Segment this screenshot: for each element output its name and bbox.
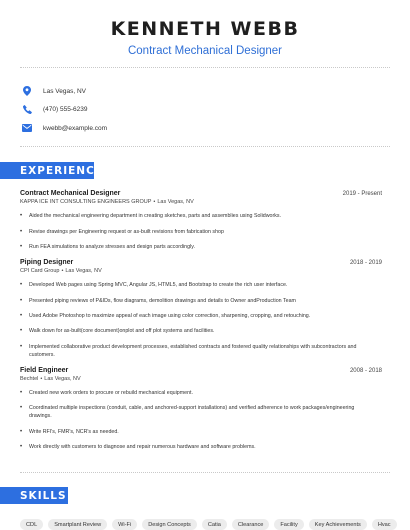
job-bullet: • Developed Web pages using Spring MVC, Angular JS, HTML5, and Bootstrap to create the rich user interface. [20, 282, 288, 288]
section-heading-skills: SKILLS [0, 487, 68, 504]
divider [20, 67, 390, 68]
contact-email [20, 119, 390, 138]
skill-chip: Clearance [232, 519, 270, 530]
section-heading-experience: EXPERIENCE [0, 162, 94, 179]
candidate-title: Contract Mechanical Designer [127, 45, 283, 57]
skill-chip: Smartplant Review [48, 519, 107, 530]
skill-chip: Catia [202, 519, 227, 530]
job-company: CPI Card Group [20, 268, 60, 274]
job-entry: Piping Designer 2018 - 2019 CPI Card Group • Las Vegas, NV [20, 259, 382, 274]
job-bullet: • Implemented collaborative product development processes, established contracts and fostered quality relationships with subcontractors and customers. [20, 344, 357, 358]
job-bullet: • Run FEA simulations to analyze stresses and design parts accordingly. [20, 244, 195, 250]
job-entry: Contract Mechanical Designer 2019 - Present KAPPA ICE INT CONSULTING ENGINEERS GROUP • Las Vegas, NV [20, 190, 382, 205]
job-bullet: • Aided the mechanical engineering department in creating sketches, parts and assemblies using Solidworks. [20, 213, 282, 219]
job-title: Field Engineer [20, 367, 69, 374]
contact-phone [20, 101, 390, 120]
skill-chip: CDL [20, 519, 43, 530]
skills-list [20, 519, 402, 530]
phone-text: (470) 555-6239 [43, 106, 88, 114]
phone-icon [20, 105, 34, 114]
job-location: Las Vegas, NV [65, 268, 102, 274]
job-company: KAPPA ICE INT CONSULTING ENGINEERS GROUP [20, 199, 152, 205]
skill-chip: Design Concepts [142, 519, 197, 530]
job-bullet: • Walk down for as-built(core document)onplot and off plot systems and facilities. [20, 328, 215, 334]
skill-chip: Key Achievements [309, 519, 367, 530]
location-text: Las Vegas, NV [43, 87, 86, 95]
contact-list [20, 82, 390, 138]
job-dates: 2018 - 2019 [349, 260, 382, 266]
skill-chip: Wi-Fi [112, 519, 137, 530]
job-dates: 2019 - Present [342, 191, 382, 197]
job-location: Las Vegas, NV [44, 376, 81, 382]
job-title: Piping Designer [20, 259, 74, 266]
skill-chip: Facility [274, 519, 303, 530]
divider [20, 146, 390, 147]
job-bullet: • Write RFI's, FMR's, NCR's as needed. [20, 429, 119, 435]
job-title: Contract Mechanical Designer [20, 190, 121, 197]
job-bullet: • Presented piping reviews of P&IDs, flow diagrams, demolition drawings and details to Owner andProduction Team [20, 298, 296, 304]
resume-header [0, 0, 410, 58]
job-bullet: • Work directly with customers to diagnose and repair numerous hardware and software problems. [20, 444, 256, 450]
skill-chip: Hvac [372, 519, 397, 530]
divider [20, 472, 390, 473]
job-bullet: • Created new work orders to procure or rebuild mechanical equipment. [20, 390, 193, 396]
job-dates: 2008 - 2018 [349, 368, 382, 374]
job-bullet: • Used Adobe Photoshop to maximize appeal of each image using color correction, sharpening, cropping, and retouching. [20, 313, 311, 319]
job-bullet: • Revise drawings per Engineering request or as-built revisions from fabrication shop [20, 229, 224, 235]
job-location: Las Vegas, NV [157, 199, 194, 205]
job-company: Bechtel [20, 376, 39, 382]
map-pin-icon [20, 86, 34, 96]
email-text[interactable]: kwebb@example.com [43, 124, 108, 132]
job-entry: Field Engineer 2008 - 2018 Bechtel • Las Vegas, NV [20, 367, 382, 382]
contact-location [20, 82, 390, 101]
job-bullet: • Coordinated multiple inspections (conduit, cable, and anchored-support installations) and verified adherence to work packages/engineering drawings. [20, 405, 355, 419]
candidate-name: KENNETH WEBB [110, 18, 300, 40]
envelope-icon [20, 124, 34, 132]
